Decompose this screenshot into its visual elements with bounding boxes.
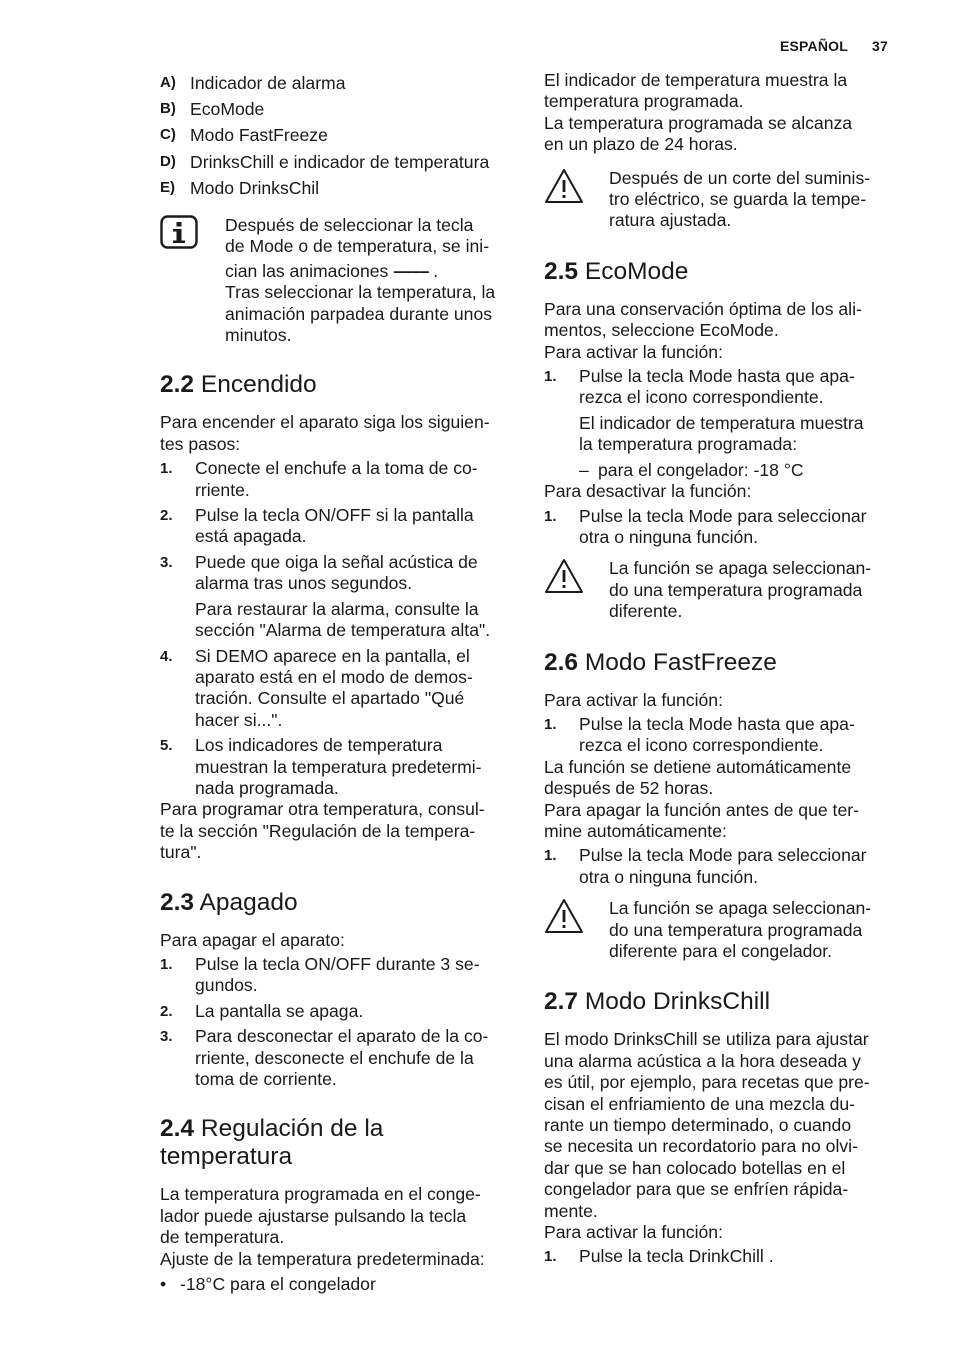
legend-item: A) Indicador de alarma	[160, 73, 346, 93]
section-2-6-body: Para activar la función: 1. Pulse la tecla Mode hasta que apa- rezca el icono correspondiente. La función se detiene automáticamente después de 52 horas. Para apagar la función antes de que ter- mine automáticamente: 1. Pulse la tecla Mode para seleccionar otra o ninguna función. La función se apaga seleccionan- do una temperatura programada diferente para el congelador.	[544, 690, 894, 963]
right-column: El indicador de temperatura muestra la temperatura programada. La temperatura programada se alcanza en un plazo de 24 horas. Después de un corte del suminis- tro eléctrico, se guarda la tempe- ratura ajustada. 2.5 EcoMode Para una conservación óptima de los ali- mentos, seleccione EcoMode. Para activar la función: 1. Pulse la tecla Mode hasta que apa- rezca el icono correspondiente. El indicador de temperatura muestra la temperatura programada: – para el congelador: -18 °C Para desactivar la función: 1. Pulse la tecla Mode para seleccionar otra o ninguna función. La función se apaga seleccionan- do una temperatura programada diferente. 2.6 Modo FastFreeze Para activar la función: 1. Pulse la tecla Mode hasta que apa- rezca el icono correspondiente. La función se detiene automáticamente después de 52 horas. Para apagar la función antes de que ter- mine automáticamente: 1. Pulse la tecla Mode para seleccionar otra o ninguna función. La función se apaga seleccionan- do una temperatura programada diferente para el congelador. 2.7 Modo DrinksChill El modo DrinksChill se utiliza para ajustar una alarma acústica a la hora deseada y es útil, por ejemplo, para recetas que pre- cisan el enfriamiento de una mezcla du- rante un tiempo determinado, o cuando se necesita un recordatorio para no olvi- dar que se han colocado botellas en el congelador para que se enfríen rápida- mente. Para activar la función: 1. Pulse la tecla DrinkChill .	[544, 70, 894, 1272]
warning-icon	[544, 898, 584, 939]
section-heading-2-5: 2.5 EcoMode	[544, 257, 689, 285]
section-heading-2-7: 2.7 Modo DrinksChill	[544, 988, 771, 1016]
legend-item: D) DrinksChill e indicador de temperatura	[160, 151, 490, 172]
list-item: 4. Si DEMO aparece en la pantalla, el aparato está en el modo de demos- tración. Consulte el apartado "Qué hacer si...".	[160, 645, 473, 730]
page-header	[780, 38, 888, 54]
section-2-2-body: Para encender el aparato siga los siguien- tes pasos: 1. Conecte el enchufe a la toma de co- rriente. 2. Pulse la tecla ON/OFF si la pantalla está apagada. 3. Puede que oiga la señal acústica de alarma tras unos segundos. Para restaurar la alarma, consulte la sección "Alarma de temperatura alta". 4. Si DEMO aparece en la pantalla, el aparato está en el modo de demos- tración. Consulte el apartado "Qué hacer si...". 5. Los indicadores de temperatura muestran la temperatura predetermi- nada programada. Para programar otra temperatura, consul- te la sección "Regulación de la tempera- tura".	[160, 412, 512, 863]
section-2-4-body: La temperatura programada en el conge- lador puede ajustarse pulsando la tecla de temperatura. Ajuste de la temperatura predeterminada: • -18°C para el congelador	[160, 1184, 512, 1295]
dash-item: – para el congelador: -18 °C	[579, 459, 804, 480]
legend-item: C) Modo FastFreeze	[160, 125, 328, 146]
list-item: 1. Pulse la tecla DrinkChill .	[544, 1246, 774, 1267]
step-note: Para restaurar la alarma, consulte la sección "Alarma de temperatura alta".	[195, 598, 491, 641]
section-heading-2-6: 2.6 Modo FastFreeze	[544, 648, 777, 676]
section-2-3-body: Para apagar el aparato: 1. Pulse la tecla ON/OFF durante 3 se- gundos. 2. La pantalla se apaga. 3. Para desconectar el aparato de la co- rriente, desconecte el enchufe de la toma de corriente.	[160, 930, 512, 1091]
legend-item: E) Modo DrinksChil	[160, 177, 320, 198]
section-heading-2-2: 2.2 Encendido	[160, 371, 317, 399]
warning-note: La función se apaga seleccionan- do una temperatura programada diferente para el congelador.	[544, 898, 894, 962]
section-heading-2-3: 2.3 Apagado	[160, 888, 298, 916]
section-heading-2-4: 2.4 Regulación de la temperatura	[160, 1115, 384, 1171]
steps-list	[544, 506, 894, 549]
list-item: 1. Pulse la tecla Mode para seleccionar otra o ninguna función.	[544, 845, 867, 887]
list-item: 1. Pulse la tecla ON/OFF durante 3 se- gundos.	[160, 953, 480, 996]
info-note: Después de seleccionar la tecla de Mode o de temperatura, se ini- cian las animaciones –––– . Tras seleccionar la temperatura, la animación parpadea durante unos minutos.	[160, 215, 512, 346]
steps-list	[160, 458, 512, 594]
list-item: 2. La pantalla se apaga.	[160, 1000, 364, 1021]
page-number: 37	[872, 38, 888, 54]
header-language: ESPAÑOL	[779, 38, 849, 54]
steps-list	[160, 954, 512, 1090]
section-2-5-body: Para una conservación óptima de los ali- mentos, seleccione EcoMode. Para activar la función: 1. Pulse la tecla Mode hasta que apa- rezca el icono correspondiente. El indicador de temperatura muestra la temperatura programada: – para el congelador: -18 °C Para desactivar la función: 1. Pulse la tecla Mode para seleccionar otra o ninguna función. La función se apaga seleccionan- do una temperatura programada diferente.	[544, 299, 894, 623]
bullet-item: • -18°C para el congelador	[160, 1274, 376, 1295]
legend-item: B) EcoMode	[160, 99, 265, 120]
steps-list	[544, 366, 894, 409]
warning-note: La función se apaga seleccionan- do una temperatura programada diferente.	[544, 558, 894, 622]
list-item: 1. Pulse la tecla Mode hasta que apa- rezca el icono correspondiente.	[544, 713, 855, 756]
list-item: 2. Pulse la tecla ON/OFF si la pantalla está apagada.	[160, 505, 474, 547]
section-2-7-body: El modo DrinksChill se utiliza para ajustar una alarma acústica a la hora deseada y es útil, por ejemplo, para recetas que pre- cisan el enfriamiento de una mezcla du- rante un tiempo determinado, o cuando se necesita un recordatorio para no olvi- dar que se han colocado botellas en el congelador para que se enfríen rápida- mente. Para activar la función: 1. Pulse la tecla DrinkChill .	[544, 1029, 894, 1267]
left-column	[160, 70, 512, 1295]
legend-list	[160, 70, 512, 201]
warning-note: Después de un corte del suminis- tro eléctrico, se guarda la tempe- ratura ajustada.	[544, 168, 894, 232]
steps-list	[544, 1246, 894, 1267]
list-item: 1. Pulse la tecla Mode para seleccionar otra o ninguna función.	[544, 505, 867, 547]
list-item: 5. Los indicadores de temperatura muestran la temperatura predetermi- nada programada.	[160, 735, 482, 798]
steps-list	[160, 646, 512, 800]
list-item: 1. Conecte el enchufe a la toma de co- rriente.	[160, 458, 478, 500]
list-item: 1. Pulse la tecla Mode hasta que apa- rezca el icono correspondiente.	[544, 366, 855, 408]
info-icon	[160, 215, 198, 254]
warning-icon	[544, 168, 584, 209]
list-item: 3. Para desconectar el aparato de la co- rriente, desconecte el enchufe de la toma de corriente.	[160, 1026, 489, 1090]
step-note: El indicador de temperatura muestra la temperatura programada:	[579, 412, 864, 455]
list-item: 3. Puede que oiga la señal acústica de alarma tras unos segundos.	[160, 551, 478, 594]
animation-indicator: ––––	[393, 260, 429, 281]
steps-list	[544, 845, 894, 888]
warning-icon	[544, 558, 584, 599]
steps-list	[544, 714, 894, 757]
